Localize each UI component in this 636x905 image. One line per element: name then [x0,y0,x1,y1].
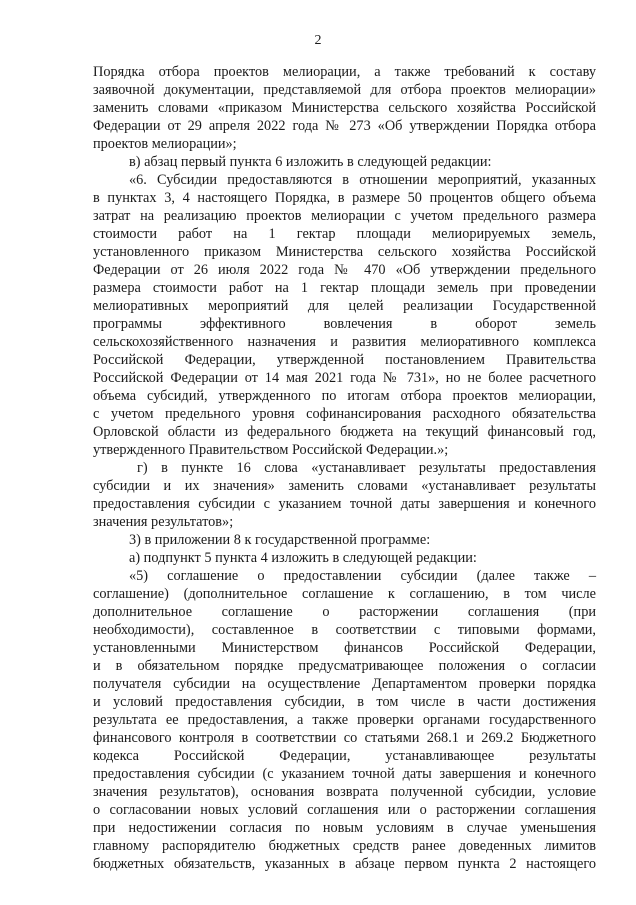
text-line: сельскохозяйственного назначения и развития мелиоративного комплекса [93,334,596,350]
text-line: предоставления субсидии с указанием точной даты завершения и конечного [93,496,596,512]
text-line: Федерации от 29 апреля 2022 года № 273 «Об утверждении Порядка отбора [93,118,596,134]
text-line: и в обязательном порядке предусматривающее положения о согласии [93,658,596,674]
text-line: при недостижении согласия по новым условиям в случае уменьшения [93,820,596,836]
text-line: значения результатов»; [93,514,234,530]
text-line: бюджетных обязательств, указанных в абзаце первом пункта 2 настоящего [93,856,596,872]
text-line: утвержденного Правительством Российской Федерации.»; [93,442,449,458]
text-line: получателя субсидии на осуществление Департаментом проверки порядка [93,676,596,692]
text-line: г) в пункте 16 слова «устанавливает результаты предоставления [137,460,596,476]
text-line: дополнительное соглашение о расторжении соглашения (при [93,604,596,620]
text-line: проектов мелиорации»; [93,136,237,152]
text-line: в) абзац первый пункта 6 изложить в следующей редакции: [129,154,492,170]
text-line: кодекса Российской Федерации, устанавливающее результаты [93,748,596,764]
text-line: размера стоимости работ на 1 гектар площади земель при проведении [93,280,596,296]
text-line: объема субсидий, утвержденного по итогам отбора проектов мелиорации, [93,388,596,404]
text-line: заявочной документации, представляемой для отбора проектов мелиорации» [93,82,596,98]
text-line: заменить словами «приказом Министерства сельского хозяйства Российской [93,100,596,116]
text-line: 3) в приложении 8 к государственной программе: [129,532,431,548]
text-line: мелиоративных мероприятий для целей реализации Государственной [93,298,596,314]
text-line: о согласовании новых условий соглашения или о расторжении соглашения [93,802,596,818]
text-line: стоимости работ на 1 гектар площади мелиорируемых земель, [93,226,596,242]
text-line: а) подпункт 5 пункта 4 изложить в следующей редакции: [129,550,477,566]
text-line: субсидии и их значения» заменить словами «устанавливает результаты [93,478,596,494]
text-line: «5) соглашение о предоставлении субсидии (далее также – [129,568,596,584]
text-line: Российской Федерации от 14 мая 2021 года № 731», но не более расчетного [93,370,596,386]
text-line: в пунктах 3, 4 настоящего Порядка, в размере 50 процентов общего объема [93,190,596,206]
page-number: 2 [314,33,322,48]
text-line: затрат на реализацию проектов мелиорации с учетом предельного размера [93,208,596,224]
text-line: установленного приказом Министерства сельского хозяйства Российской [93,244,596,260]
text-line: необходимости), составленное в соответствии с типовыми формами, [93,622,596,638]
text-line: «6. Субсидии предоставляются в отношении мероприятий, указанных [129,172,596,188]
text-line: Орловской области из федерального бюджета на текущий финансовый год, [93,424,596,440]
text-line: с учетом предельного уровня софинансирования расходного обязательства [93,406,596,422]
text-line: соглашение) (дополнительное соглашение к соглашению, в том числе [93,586,596,602]
text-line: результата ее предоставления, а также проверки органами государственного [93,712,596,728]
text-line: установленными Министерством финансов Российской Федерации, [93,640,596,656]
text-line: Российской Федерации, утвержденной постановлением Правительства [93,352,596,368]
text-line: программы эффективного вовлечения в оборот земель [93,316,596,332]
text-line: главному распорядителю бюджетных средств ранее доведенных лимитов [93,838,596,854]
text-line: финансового контроля в соответствии со статьями 268.1 и 269.2 Бюджетного [93,730,596,746]
text-line: предоставления субсидии (с указанием точной даты завершения и конечного [93,766,596,782]
text-line: Федерации от 26 июля 2022 года № 470 «Об утверждении предельного [93,262,596,278]
text-line: Порядка отбора проектов мелиорации, а также требований к составу [93,64,596,80]
text-line: значения результатов), основания возврата полученной субсидии, условие [93,784,596,800]
text-line: и условий предоставления субсидии, в том числе в части достижения [93,694,596,710]
